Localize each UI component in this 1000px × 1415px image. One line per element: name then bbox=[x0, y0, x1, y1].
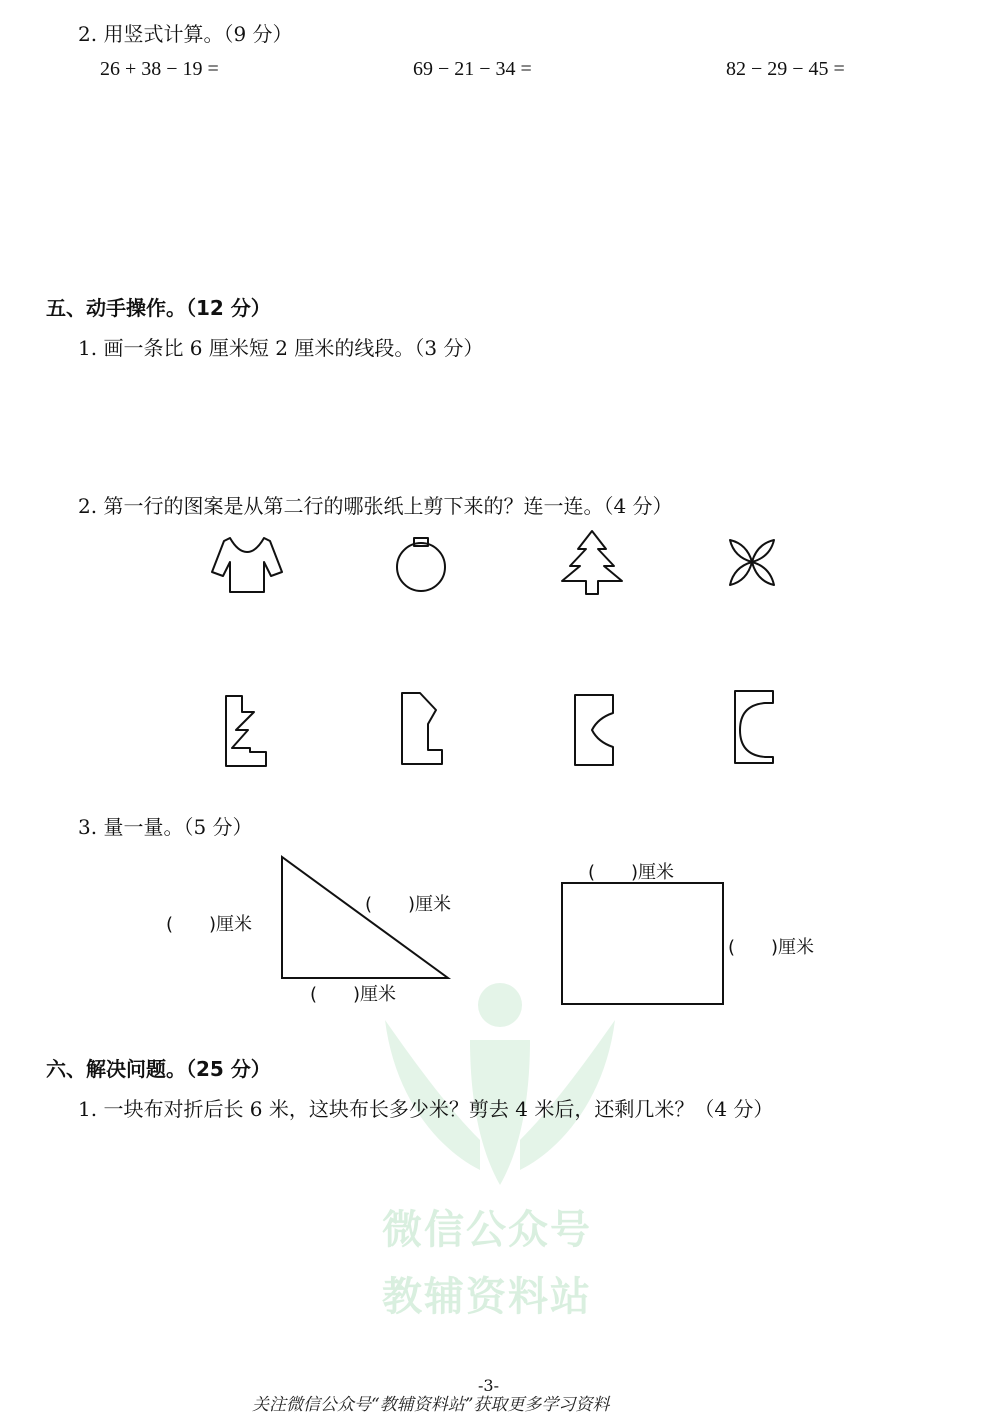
part6-q1: 1. 一块布对折后长 6 米，这块布长多少米？剪去 4 米后，还剩几米？（4 分） bbox=[78, 1097, 774, 1121]
watermark-line1: 微信公众号 bbox=[382, 1207, 592, 1253]
part5-q1: 1. 画一条比 6 厘米短 2 厘米的线段。（3 分） bbox=[78, 336, 484, 360]
q2-vertical-calc-title: 2. 用竖式计算。（9 分） bbox=[78, 22, 293, 46]
footer-note: 关注微信公众号“教辅资料站”获取更多学习资料 bbox=[252, 1395, 610, 1415]
watermark-line2: 教辅资料站 bbox=[382, 1274, 592, 1320]
tri-hyp-label: ( )厘米 bbox=[365, 894, 452, 915]
tri-left-label: ( )厘米 bbox=[166, 914, 253, 935]
part5-q2: 2. 第一行的图案是从第二行的哪张纸上剪下来的？连一连。（4 分） bbox=[78, 494, 673, 518]
rect-right-label: ( )厘米 bbox=[728, 937, 815, 958]
rect-top-label: ( )厘米 bbox=[588, 862, 675, 883]
section-6-heading: 六、解决问题。（25 分） bbox=[46, 1057, 271, 1081]
page-number: -3- bbox=[478, 1376, 499, 1395]
expression-3: 82 − 29 − 45 = bbox=[726, 58, 845, 80]
expression-2: 69 − 21 − 34 = bbox=[413, 58, 532, 80]
right-triangle bbox=[282, 857, 448, 978]
section-5-heading: 五、动手操作。（12 分） bbox=[46, 296, 271, 320]
tri-bottom-label: ( )厘米 bbox=[310, 984, 397, 1005]
part5-q3: 3. 量一量。（5 分） bbox=[78, 815, 253, 839]
rectangle bbox=[562, 883, 723, 1004]
expression-1: 26 + 38 − 19 = bbox=[100, 58, 219, 80]
